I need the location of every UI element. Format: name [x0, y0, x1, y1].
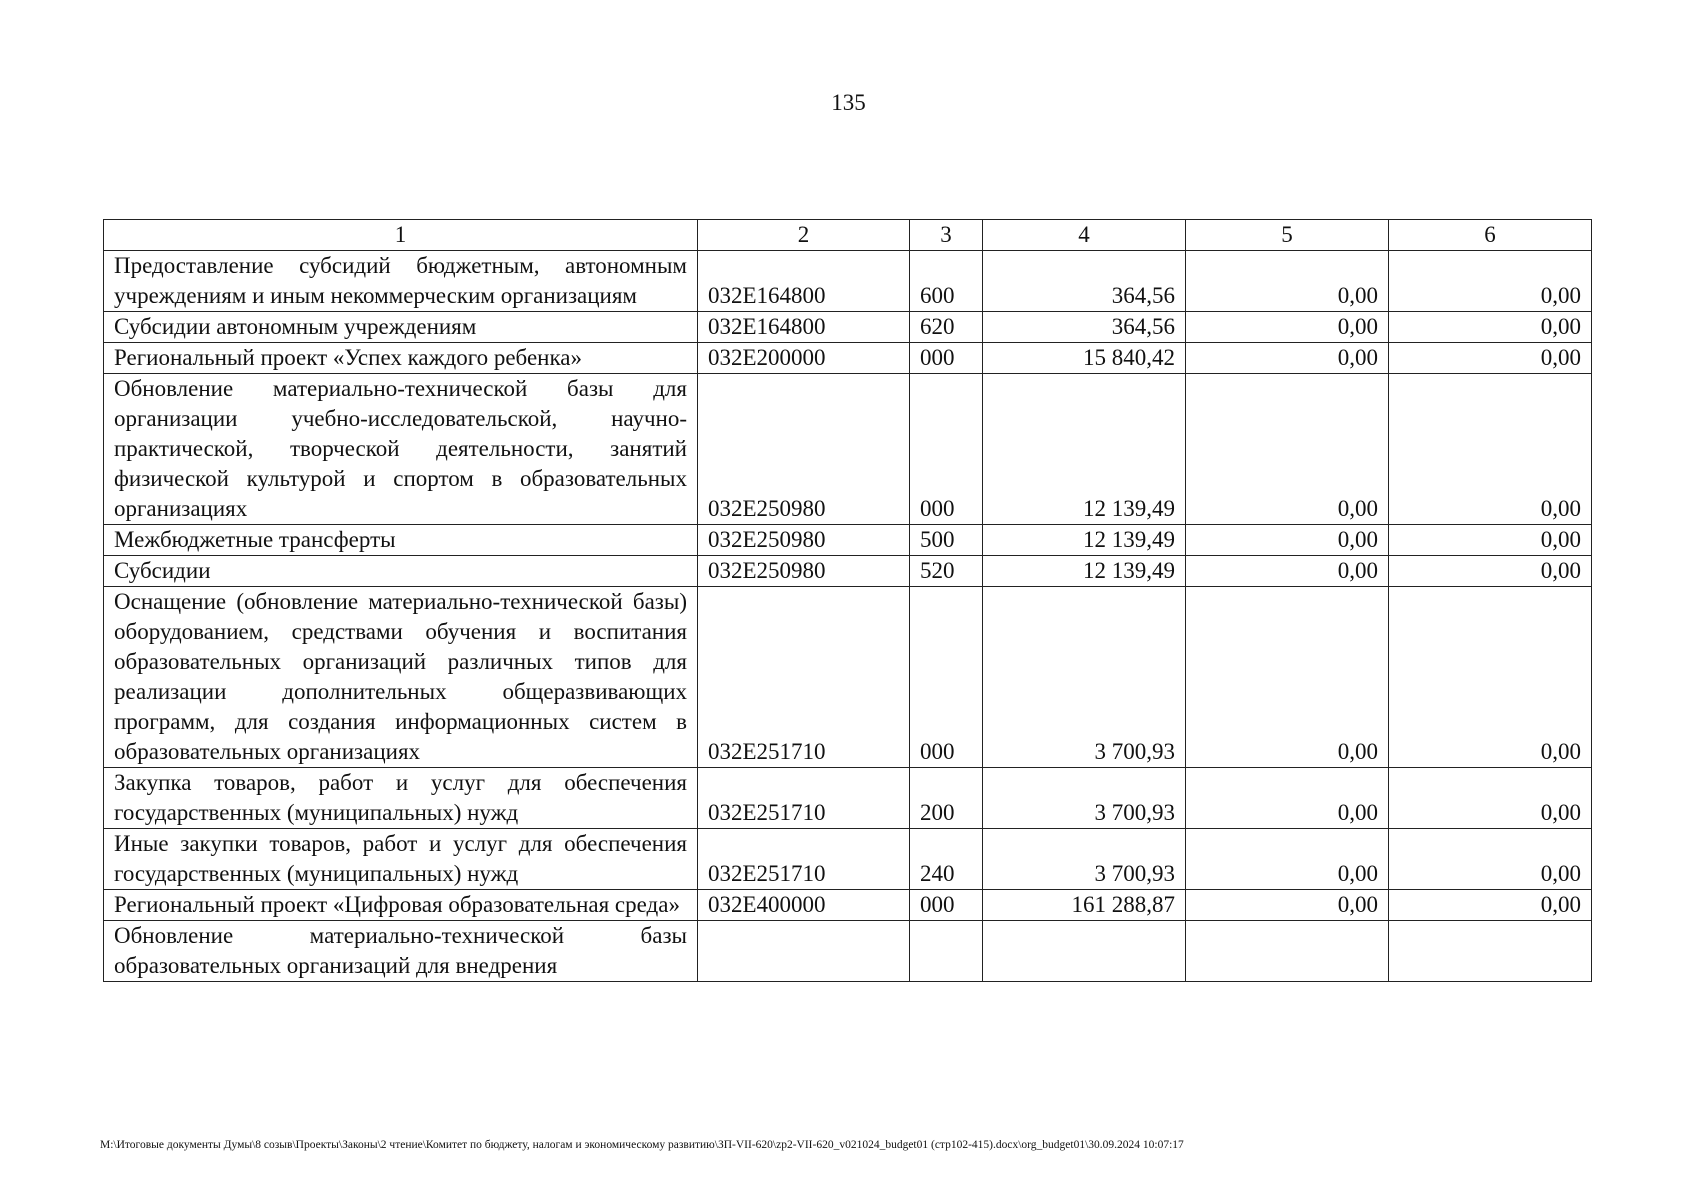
column-header: 5 [1186, 220, 1389, 251]
row-kvr: 000 [910, 890, 983, 921]
row-value-4: 364,56 [983, 251, 1186, 312]
row-value-6: 0,00 [1389, 768, 1592, 829]
row-value-4: 12 139,49 [983, 525, 1186, 556]
row-value-5: 0,00 [1186, 525, 1389, 556]
row-value-6: 0,00 [1389, 525, 1592, 556]
table-row [104, 890, 1592, 921]
row-code: 032Е200000 [698, 343, 910, 374]
row-value-4: 12 139,49 [983, 374, 1186, 525]
row-kvr: 500 [910, 525, 983, 556]
row-value-6: 0,00 [1389, 312, 1592, 343]
row-value-6: 0,00 [1389, 343, 1592, 374]
row-value-6: 0,00 [1389, 556, 1592, 587]
table-row [104, 343, 1592, 374]
row-code: 032Е251710 [698, 587, 910, 768]
row-value-6: 0,00 [1389, 251, 1592, 312]
row-value-5 [1186, 921, 1389, 982]
row-name: Межбюджетные трансферты [104, 525, 698, 556]
row-value-5: 0,00 [1186, 768, 1389, 829]
row-value-5: 0,00 [1186, 374, 1389, 525]
row-name: Закупка товаров, работ и услуг для обеспечения государственных (муниципальных) нужд [104, 768, 698, 829]
row-name: Оснащение (обновление материально-технической базы) оборудованием, средствами обучения и воспитания образовательных организаций различных типов для реализации дополнительных общеразвивающих программ, для создания информационных систем в образовательных организациях [104, 587, 698, 768]
row-value-5: 0,00 [1186, 587, 1389, 768]
row-code: 032Е400000 [698, 890, 910, 921]
row-value-5: 0,00 [1186, 343, 1389, 374]
row-value-6: 0,00 [1389, 374, 1592, 525]
table-row [104, 587, 1592, 768]
row-value-4: 15 840,42 [983, 343, 1186, 374]
row-value-5: 0,00 [1186, 556, 1389, 587]
row-name: Обновление материально-технической базы образовательных организаций для внедрения [104, 921, 698, 982]
row-kvr: 600 [910, 251, 983, 312]
table-row [104, 251, 1592, 312]
row-value-4 [983, 921, 1186, 982]
row-value-6: 0,00 [1389, 890, 1592, 921]
budget-table [103, 219, 1592, 982]
column-header: 1 [104, 220, 698, 251]
row-code: 032Е251710 [698, 768, 910, 829]
column-header: 3 [910, 220, 983, 251]
table-row [104, 556, 1592, 587]
row-kvr: 200 [910, 768, 983, 829]
row-value-5: 0,00 [1186, 251, 1389, 312]
row-value-4: 3 700,93 [983, 829, 1186, 890]
row-value-6 [1389, 921, 1592, 982]
table-row [104, 312, 1592, 343]
row-code: 032Е250980 [698, 556, 910, 587]
row-value-6: 0,00 [1389, 829, 1592, 890]
table-row [104, 829, 1592, 890]
row-value-5: 0,00 [1186, 829, 1389, 890]
row-value-4: 3 700,93 [983, 587, 1186, 768]
row-name: Региональный проект «Цифровая образовательная среда» [104, 890, 698, 921]
row-name: Субсидии [104, 556, 698, 587]
row-value-5: 0,00 [1186, 312, 1389, 343]
column-header: 6 [1389, 220, 1592, 251]
header-row [104, 220, 1592, 251]
table-row [104, 525, 1592, 556]
row-value-4: 3 700,93 [983, 768, 1186, 829]
table-row [104, 768, 1592, 829]
row-name: Обновление материально-технической базы для организации учебно-исследовательской, научно-практической, творческой деятельности, занятий физической культурой и спортом в образовательных организациях [104, 374, 698, 525]
column-header: 2 [698, 220, 910, 251]
row-kvr: 520 [910, 556, 983, 587]
row-kvr: 000 [910, 343, 983, 374]
row-value-6: 0,00 [1389, 587, 1592, 768]
table-row [104, 921, 1592, 982]
row-name: Иные закупки товаров, работ и услуг для обеспечения государственных (муниципальных) нужд [104, 829, 698, 890]
page-number: 135 [831, 90, 866, 115]
table-row [104, 374, 1592, 525]
row-value-5: 0,00 [1186, 890, 1389, 921]
row-code: 032Е250980 [698, 374, 910, 525]
row-code: 032Е164800 [698, 312, 910, 343]
row-name: Предоставление субсидий бюджетным, автономным учреждениям и иным некоммерческим организациям [104, 251, 698, 312]
row-kvr: 620 [910, 312, 983, 343]
column-header: 4 [983, 220, 1186, 251]
document-path-footer: M:\Итоговые документы Думы\8 созыв\Проекты\Законы\2 чтение\Комитет по бюджету, налогам и экономическому развитию\ЗП-VII-620\zp2-VII-620_v021024_budget01 (стр102-415).docx\org_budget01\30.09.2024 10:07:17 [100, 1139, 1184, 1151]
row-kvr [910, 921, 983, 982]
row-name: Региональный проект «Успех каждого ребенка» [104, 343, 698, 374]
row-kvr: 000 [910, 587, 983, 768]
row-code: 032Е164800 [698, 251, 910, 312]
row-kvr: 240 [910, 829, 983, 890]
row-value-4: 161 288,87 [983, 890, 1186, 921]
row-value-4: 12 139,49 [983, 556, 1186, 587]
row-code: 032Е251710 [698, 829, 910, 890]
row-value-4: 364,56 [983, 312, 1186, 343]
row-kvr: 000 [910, 374, 983, 525]
row-code: 032Е250980 [698, 525, 910, 556]
row-code [698, 921, 910, 982]
row-name: Субсидии автономным учреждениям [104, 312, 698, 343]
